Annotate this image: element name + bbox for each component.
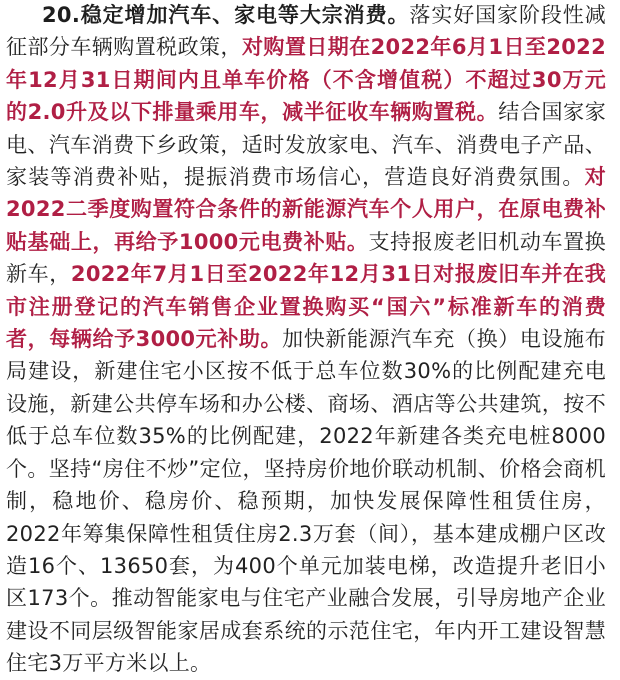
body-text: 结合国家家电、汽车消费下乡政策，适时发放家电、汽车、消费电子产品、家装等消费补贴，提振消费市场信心，营造良好消费氛围。 xyxy=(6,100,606,190)
body-text: 加快新能源汽车充（换）电设施布局建设，新建住宅小区按不低于总车位数30%的比例配建充电设施，新建公共停车场和办公楼、商场、酒店等公共建筑，按不低于总车位数35%的比例配建，2022年新建各类充电桩8000个。坚持“房住不炒”定位，坚持房价地价联动机制、价格会商机制，稳地价、稳房价、稳预期，加快发展保障性租赁住房，2022年筹集保障性租赁住房2.3万套（间），基本建成棚户区改造16个、13650套，为400个单元加装电梯，改造提升老旧小区173个。推动智能家电与住宅产业融合发展，引导房地产企业建设不同层级智能家居成套系统的示范住宅，年内开工建设智慧住宅3万平方米以上。 xyxy=(6,327,607,676)
section-heading: 20.稳定增加汽车、家电等大宗消费。 xyxy=(42,3,410,27)
policy-paragraph xyxy=(6,0,606,680)
highlighted-text: 对购置日期在2022年6月1日至2022年12月31日期间内且单车价格（不含增值税）不超过30万元的2.0升及以下排量乘用车，减半征收车辆购置税。 xyxy=(6,35,606,125)
highlighted-text: 2022年7月1日至2022年12月31日对报废旧车并在我市注册登记的汽车销售企业置换购买“国六”标准新车的消费者，每辆给予3000元补助。 xyxy=(6,262,606,352)
body-text: 落实好国家阶段性减征部分车辆购置税政策， xyxy=(6,3,607,60)
body-text: 支持报废老旧机动车置换新车， xyxy=(6,229,606,287)
highlighted-text: 对2022二季度购置符合条件的新能源汽车个人用户，在原电费补贴基础上，再给予1000元电费补贴。 xyxy=(6,165,606,254)
